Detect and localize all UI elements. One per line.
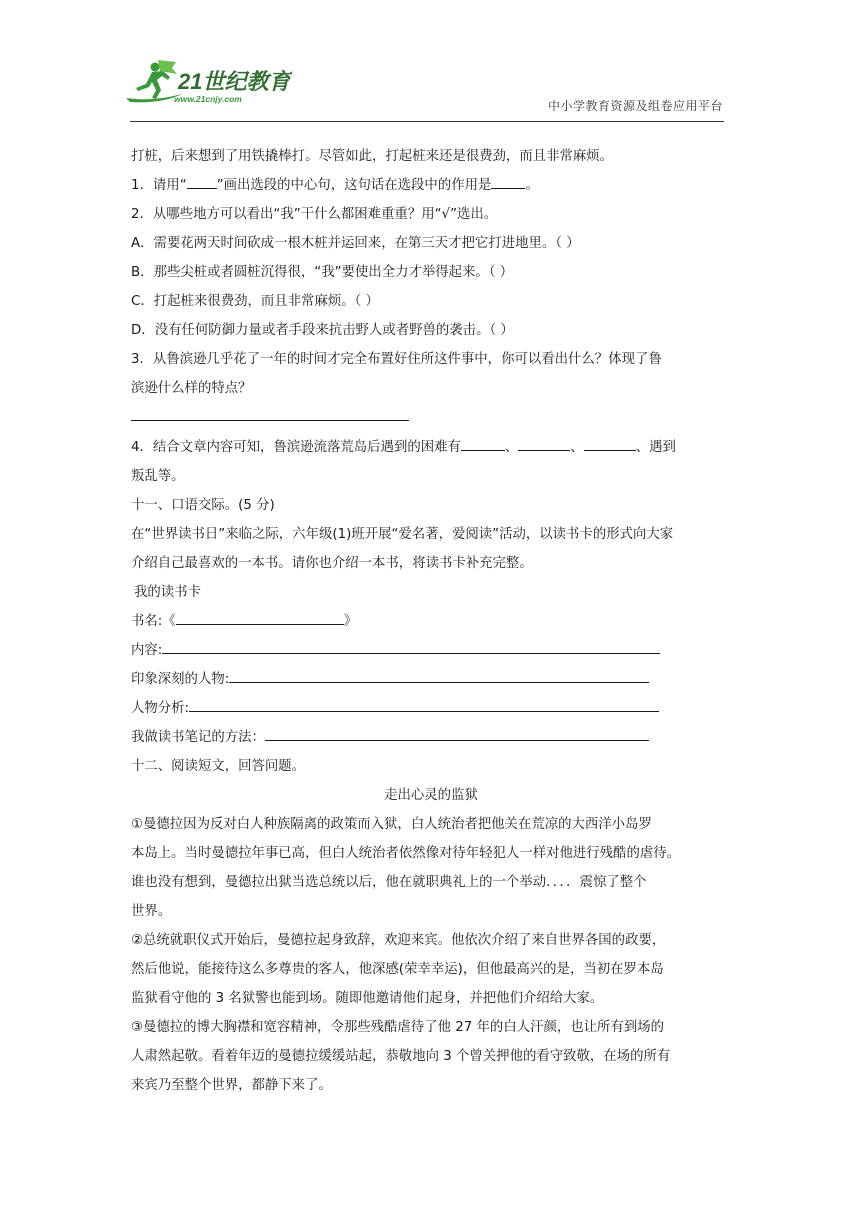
blank-underline bbox=[229, 667, 649, 683]
question-4: 4．结合文章内容可知，鲁滨逊流落荒岛后遇到的困难有 、 、 、遇到 bbox=[131, 433, 731, 462]
question-3: 3．从鲁滨逊几乎花了一年的时间才完全布置好住所这件事中，你可以看出什么？体现了鲁 bbox=[131, 352, 662, 367]
reading-card-title: 我的读书卡 bbox=[134, 585, 201, 600]
platform-name: 中小学教育资源及组卷应用平台 bbox=[547, 99, 723, 113]
question-4-cont: 叛乱等。 bbox=[131, 469, 185, 484]
blank-underline bbox=[518, 435, 570, 451]
passage-line: 世界。 bbox=[131, 904, 172, 919]
logo bbox=[122, 58, 292, 110]
section-12-heading: 十二、阅读短文，回答问题。 bbox=[131, 759, 306, 774]
page-header bbox=[0, 0, 860, 130]
card-content: 内容: bbox=[131, 636, 731, 665]
logo-text: 21世纪教育 bbox=[178, 69, 291, 94]
answer-line bbox=[131, 403, 409, 421]
question-1: 1．请用“ ”画出选段的中心句，这句话在选段中的作用是 。 bbox=[131, 171, 731, 200]
option-b: B．那些尖桩或者圆桩沉得很，“我”要使出全力才举得起来。（ ） bbox=[131, 265, 514, 280]
blank-underline bbox=[162, 638, 660, 654]
blank-underline bbox=[189, 696, 659, 712]
paragraph: 打桩，后来想到了用铁撬棒打。尽管如此，打起桩来还是很费劲，而且非常麻烦。 bbox=[131, 149, 614, 164]
header-divider bbox=[130, 121, 724, 122]
question-2: 2．从哪些地方可以看出“我”干什么都困难重重？用“√”选出。 bbox=[131, 207, 498, 222]
card-analysis: 人物分析: bbox=[131, 694, 731, 723]
passage-line: ①曼德拉因为反对白人种族隔离的政策而入狱，白人统治者把他关在荒凉的大西洋小岛罗 bbox=[131, 817, 652, 832]
card-method: 我做读书笔记的方法： bbox=[131, 723, 731, 752]
paragraph: 介绍自己最喜欢的一本书。请你也介绍一本书，将读书卡补充完整。 bbox=[131, 556, 533, 571]
blank-underline bbox=[176, 609, 344, 625]
logo-url: www.21cnjy.com bbox=[174, 94, 242, 104]
blank-underline bbox=[584, 435, 636, 451]
passage-line: 监狱看守他的 3 名狱警也能到场。随即他邀请他们起身，并把他们介绍给大家。 bbox=[131, 991, 604, 1006]
passage-title: 走出心灵的监狱 bbox=[384, 788, 478, 803]
blank-underline bbox=[265, 725, 649, 741]
passage-line: ②总统就职仪式开始后，曼德拉起身致辞，欢迎来宾。他依次介绍了来自世界各国的政要， bbox=[131, 933, 666, 948]
passage-line: 来宾乃至整个世界，都静下来了。 bbox=[131, 1078, 332, 1093]
option-a: A．需要花两天时间砍成一根木桩并运回来，在第三天才把它打进地里。（ ） bbox=[131, 236, 580, 251]
section-11-heading: 十一、口语交际。(5 分) bbox=[131, 498, 275, 513]
passage-line: 本岛上。当时曼德拉年事已高，但白人统治者依然像对待年轻犯人一样对他进行残酷的虐待。 bbox=[131, 846, 681, 861]
passage-line: 人肃然起敬。看着年迈的曼德拉缓缓站起，恭敬地向 3 个曾关押他的看守致敬，在场的所有 bbox=[131, 1049, 671, 1064]
passage-line: 谁也没有想到，曼德拉出狱当选总统以后，他在就职典礼上的一个举动．．．．震惊了整个 bbox=[131, 875, 647, 890]
runner-logo-icon bbox=[122, 58, 292, 110]
option-d: D．没有任何防御力量或者手段来抗击野人或者野兽的袭击。（ ） bbox=[131, 323, 514, 338]
paragraph: 在“世界读书日”来临之际，六年级(1)班开展“爱名著，爱阅读”活动，以读书卡的形式向大家 bbox=[131, 527, 674, 542]
passage-line: ③曼德拉的博大胸襟和宽容精神，令那些残酷虐待了他 27 年的白人汗颜，也让所有到场的 bbox=[131, 1020, 665, 1035]
blank-underline bbox=[491, 173, 525, 189]
passage-line: 然后他说，能接待这么多尊贵的客人，他深感(荣幸幸运)，但他最高兴的是，当初在罗本岛 bbox=[131, 962, 664, 977]
document-body bbox=[131, 142, 731, 1100]
blank-underline bbox=[187, 173, 217, 189]
question-3-cont: 滨逊什么样的特点？ bbox=[131, 381, 252, 396]
card-book-name: 书名:《 》 bbox=[131, 607, 731, 636]
blank-underline bbox=[461, 435, 505, 451]
card-character: 印象深刻的人物: bbox=[131, 665, 731, 694]
option-c: C．打起桩来很费劲，而且非常麻烦。（ ） bbox=[131, 294, 379, 309]
